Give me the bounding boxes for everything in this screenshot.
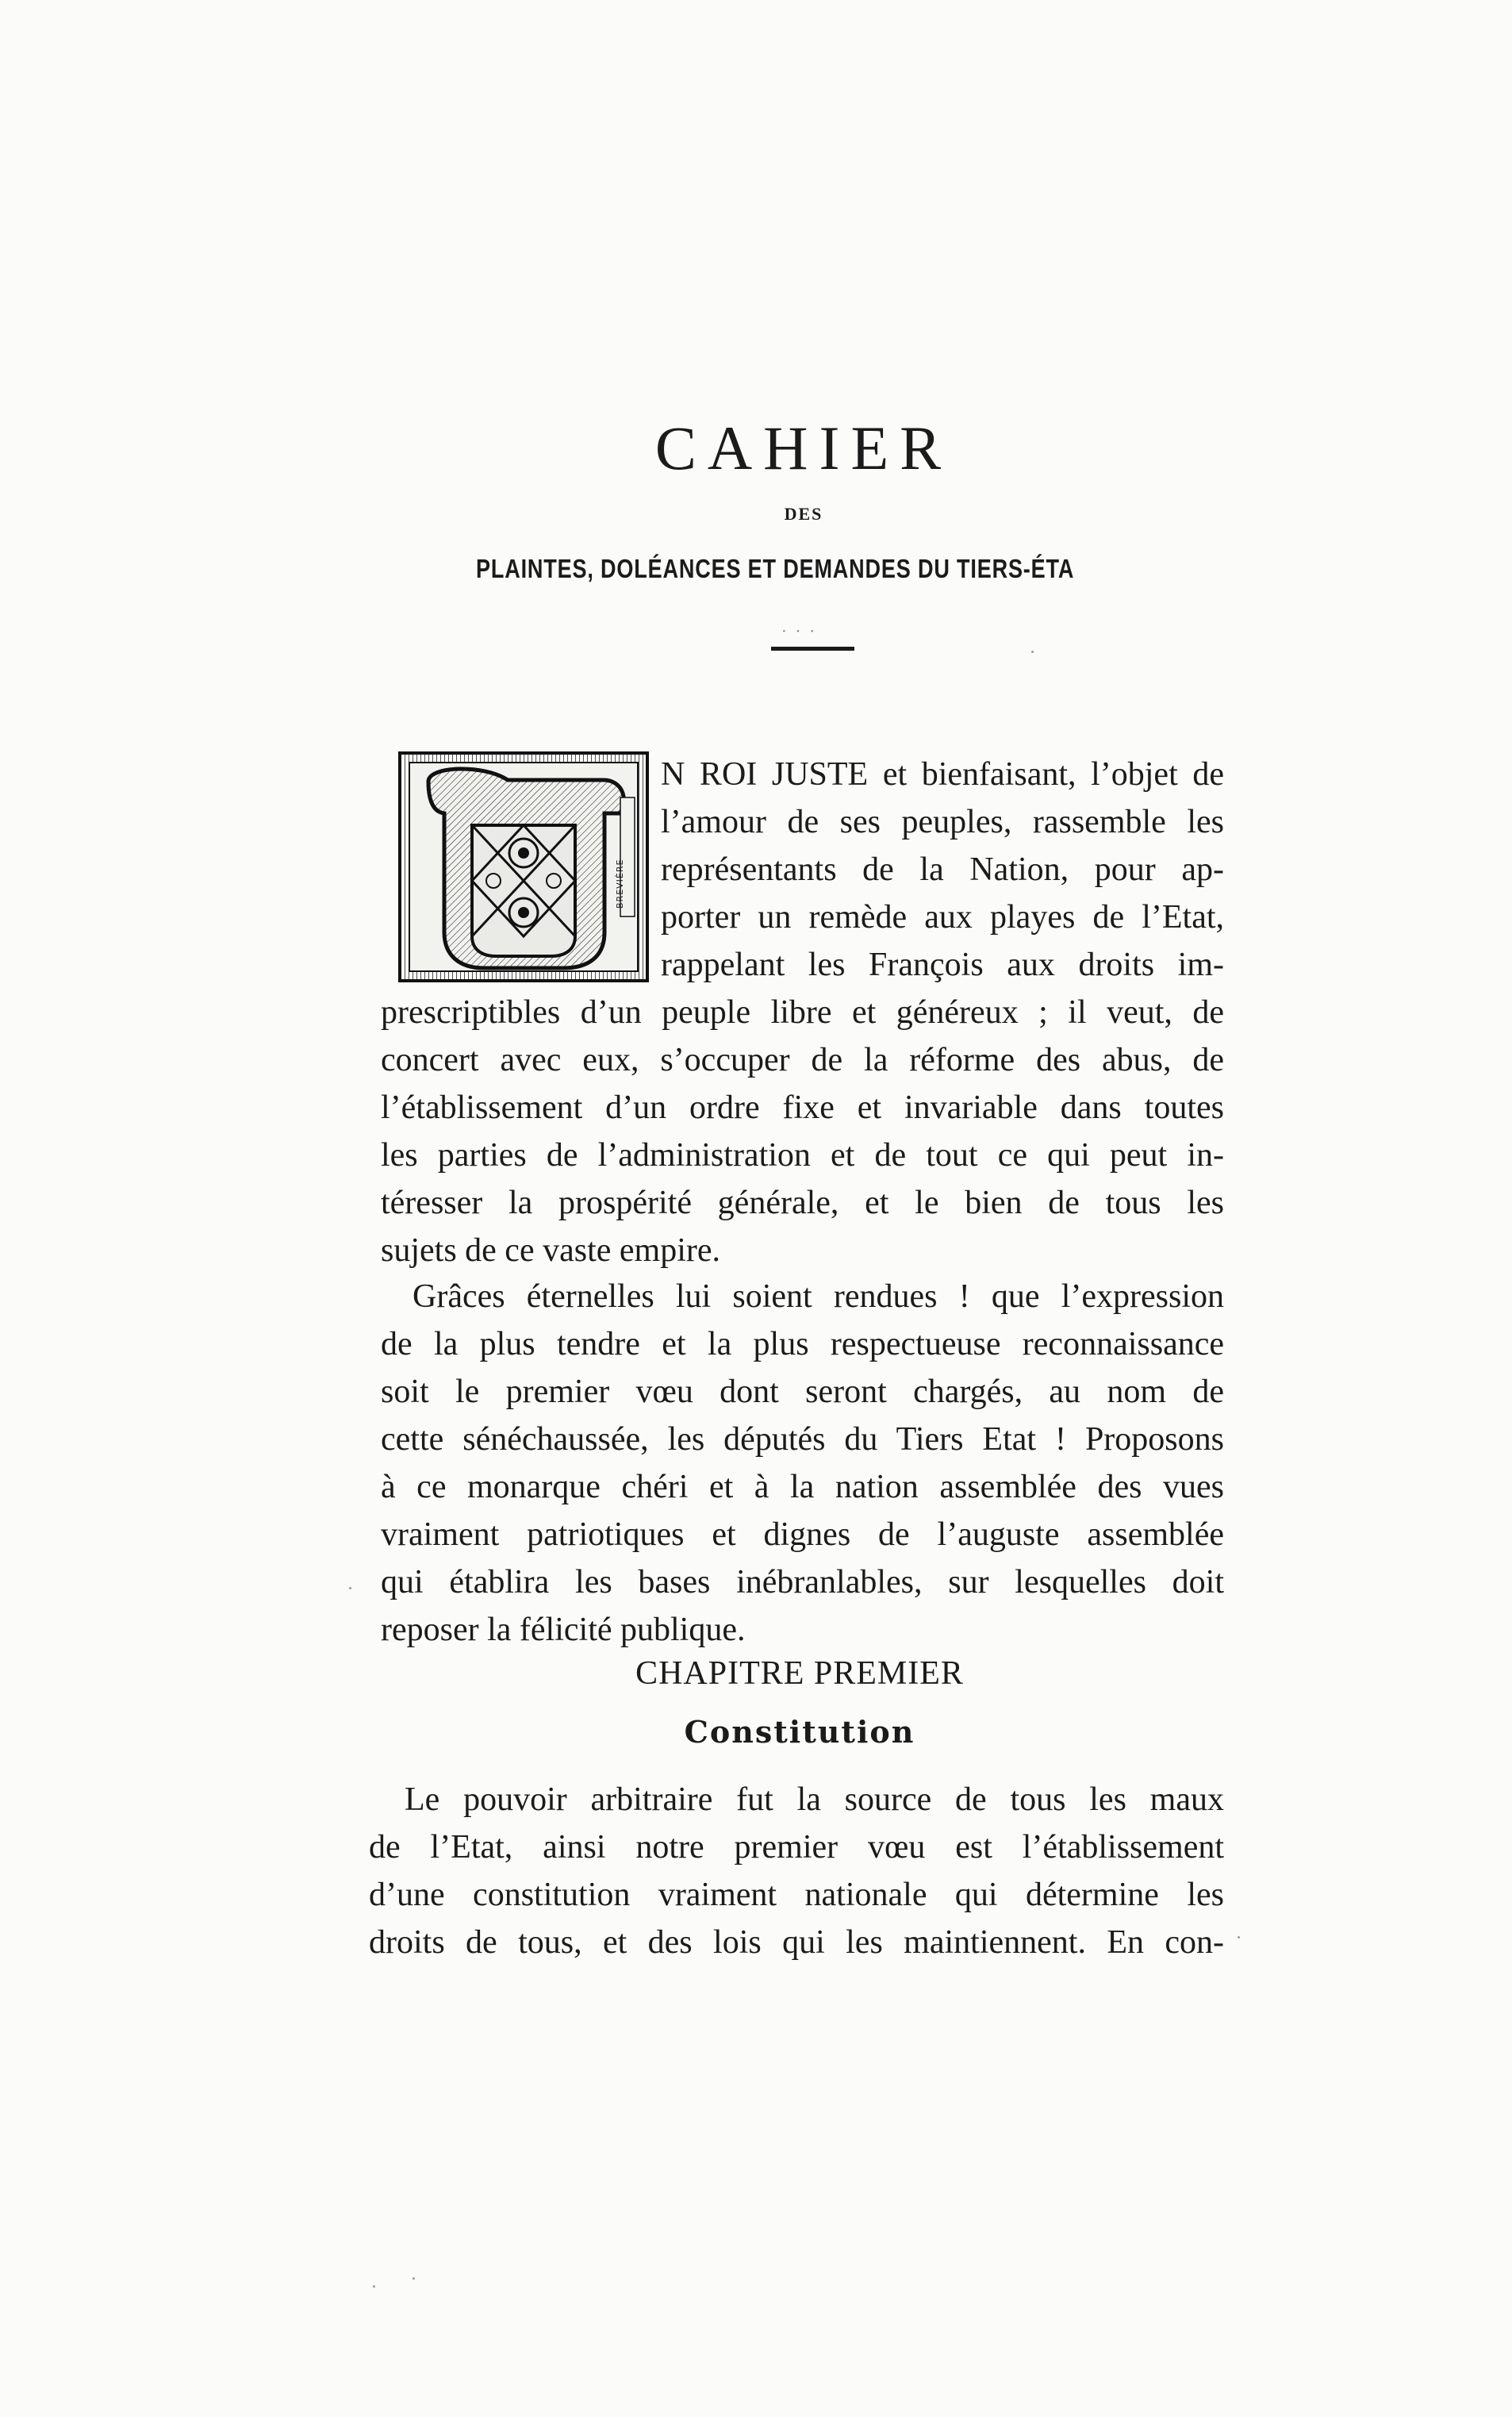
paper-speck xyxy=(1031,651,1034,653)
title-divider xyxy=(771,647,854,651)
page-title: CAHIER xyxy=(654,413,953,482)
text-line: N ROI JUSTE et bienfaisant, l’objet de xyxy=(661,756,1224,793)
lead-in-words: N ROI JUSTE xyxy=(661,756,869,793)
page-subtitle: PLAINTES, DOLÉANCES ET DEMANDES DU TIERS-ÉTA xyxy=(476,554,1075,583)
decorated-initial xyxy=(397,750,650,984)
text-line: soit le premier vœu dont seront chargés, au nom de xyxy=(381,1374,1224,1410)
text-line: sujets de ce vaste empire. xyxy=(381,1232,720,1269)
text-line: cette sénéchaussée, les députés du Tiers Etat ! Proposons xyxy=(381,1421,1224,1458)
text-line: téresser la prospérité générale, et le bien de tous les xyxy=(381,1185,1224,1221)
paper-speck xyxy=(1238,1936,1240,1939)
paper-speck xyxy=(373,2285,375,2288)
text-line: droits de tous, et des lois qui les maintiennent. En con- xyxy=(369,1924,1224,1961)
text-line: Le pouvoir arbitraire fut la source de tous les maux xyxy=(405,1781,1224,1818)
title-connector: DES xyxy=(784,504,823,524)
initial-ornament-icon xyxy=(397,750,650,984)
text-line: de la plus tendre et la plus respectueuse reconnaissance xyxy=(381,1326,1224,1362)
paper-speck xyxy=(413,2277,415,2280)
chapter-title: CHAPITRE PREMIER xyxy=(635,1655,964,1692)
text-line: qui établira les bases inébranlables, sur lesquelles doit xyxy=(381,1564,1224,1600)
text-line: l’établissement d’un ordre fixe et invariable dans toutes xyxy=(381,1089,1224,1126)
text-line: rappelant les François aux droits im- xyxy=(661,947,1224,983)
text-line: reposer la félicité publique. xyxy=(381,1612,746,1648)
text-line: les parties de l’administration et de tout ce qui peut in- xyxy=(381,1137,1224,1174)
text-line: prescriptibles d’un peuple libre et généreux ; il veut, de xyxy=(381,994,1224,1031)
text-line: représentants de la Nation, pour ap- xyxy=(661,851,1224,888)
ornament-dots: · · · xyxy=(781,623,817,640)
text-line: vraiment patriotiques et dignes de l’auguste assemblée xyxy=(381,1516,1224,1553)
text-line: porter un remède aux playes de l’Etat, xyxy=(661,899,1224,936)
text-line: concert avec eux, s’occuper de la réforme des abus, de xyxy=(381,1042,1224,1078)
text-line: de l’Etat, ainsi notre premier vœu est l’établissement xyxy=(369,1829,1224,1866)
text-line: à ce monarque chéri et à la nation assemblée des vues xyxy=(381,1469,1224,1505)
section-title: Constitution xyxy=(684,1714,915,1750)
paper-speck xyxy=(349,1587,351,1589)
text-line: d’une constitution vraiment nationale qui détermine les xyxy=(369,1877,1224,1913)
text-line: Grâces éternelles lui soient rendues ! que l’expression xyxy=(413,1278,1224,1315)
engraver-signature: BREVIÈRE xyxy=(615,859,625,909)
text-line: l’amour de ses peuples, rassemble les xyxy=(661,804,1224,840)
